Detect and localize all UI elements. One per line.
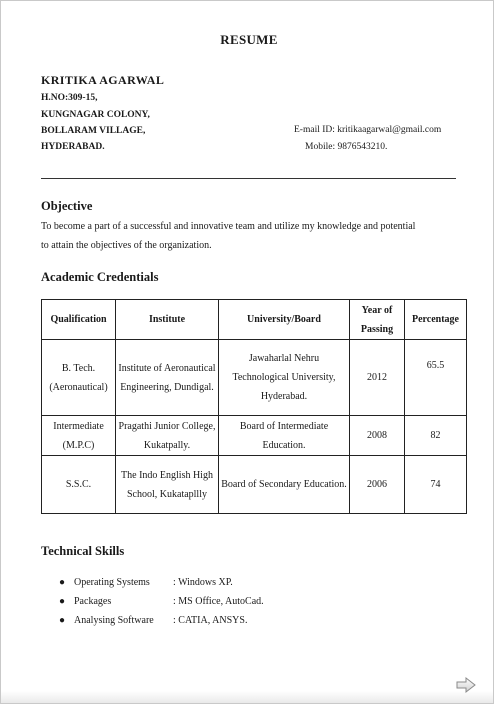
bullet-icon: ● [59,615,66,626]
bullet-icon: ● [59,596,66,607]
cell-year: 2012 [350,340,405,416]
cell-percentage: 65.5 [405,340,467,416]
cell-year: 2008 [350,416,405,456]
candidate-name: KRITIKA AGARWAL [41,73,165,87]
arrow-right-icon[interactable] [455,676,477,694]
skill-value: : MS Office, AutoCad. [173,596,264,607]
cell-percentage: 74 [405,456,467,514]
cell-university: Board of Secondary Education. [219,456,350,514]
skill-value: : Windows XP. [173,577,233,588]
objective-text [41,217,471,255]
table-row [42,340,467,416]
header-institute: Institute [116,300,219,340]
skill-label: Packages [74,596,112,607]
cell-university: Jawaharlal Nehru Technological University, Hyderabad. [219,340,350,416]
objective-line-2: to attain the objectives of the organization. [41,240,212,251]
skills-heading: Technical Skills [41,544,125,558]
email-text: E-mail ID: kritikaagarwal@gmail.com [294,125,442,135]
address-line-3: BOLLARAM VILLAGE, [41,126,146,136]
cell-qualification: B. Tech. (Aeronautical) [42,340,116,416]
header-divider [41,178,456,179]
academic-table [41,299,467,514]
header-percentage: Percentage [405,300,467,340]
cell-institute: Pragathi Junior College, Kukatpally. [116,416,219,456]
address-line-1: H.NO:309-15, [41,93,98,103]
cell-institute: Institute of Aeronautical Engineering, Dundigal. [116,340,219,416]
skill-label: Analysing Software [74,615,154,626]
bullet-icon: ● [59,577,66,588]
cell-institute: The Indo English High School, Kukatapllly [116,456,219,514]
cell-year: 2006 [350,456,405,514]
academic-heading: Academic Credentials [41,270,159,284]
header-qualification: Qualification [42,300,116,340]
skill-value: : CATIA, ANSYS. [173,615,248,626]
table-row [42,416,467,456]
objective-heading: Objective [41,199,93,213]
mobile-text: Mobile: 9876543210. [305,142,388,152]
table-header-row [42,300,467,340]
cell-qualification: Intermediate (M.P.C) [42,416,116,456]
table-row [42,456,467,514]
cell-university: Board of Intermediate Education. [219,416,350,456]
cell-percentage: 82 [405,416,467,456]
header-year: Year of Passing [350,300,405,340]
page-title: RESUME [220,32,278,47]
header-university: University/Board [219,300,350,340]
address-line-2: KUNGNAGAR COLONY, [41,110,150,120]
skill-label: Operating Systems [74,577,150,588]
objective-line-1: To become a part of a successful and innovative team and utilize my knowledge and potential [41,221,416,232]
address-line-4: HYDERABAD. [41,142,105,152]
cell-qualification: S.S.C. [42,456,116,514]
